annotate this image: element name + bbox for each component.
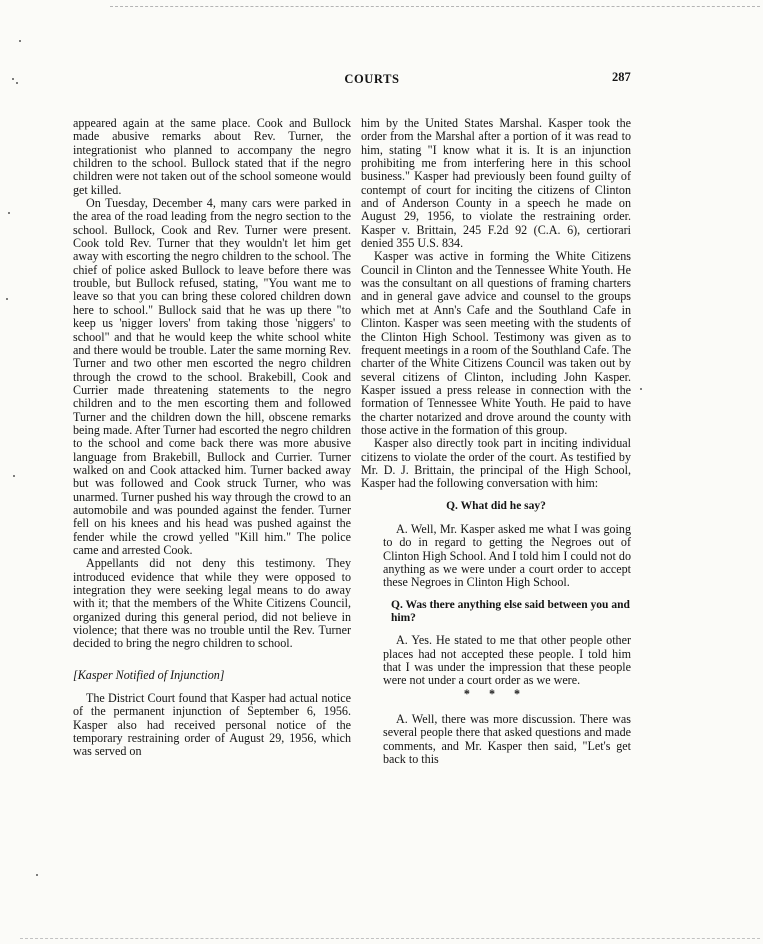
left-column <box>73 117 351 759</box>
scan-speck <box>640 388 642 390</box>
paragraph: Kasper was active in forming the White Citizens Council in Clinton and the Tennessee White Youth. He was the consultant on all questions of framing charters and in general gave advice and counsel to the groups which met at Ann's Cafe and the Southland Cafe in Clinton. Kasper was seen meeting with the students of the Clinton High School. Testimony was given as to frequent meetings in a room of the Southland Cafe. The charter of the White Citizens Council was taken out by several citizens of Clinton, including John Kasper. Kasper issued a press release in connection with the formation of Tennessee White Youth. He paid to have the charter notarized and drove around the county with those active in the formation of this group. <box>361 249 631 437</box>
section-subheading: [Kasper Notified of Injunction] <box>73 667 225 682</box>
paragraph: appeared again at the same place. Cook and Bullock made abusive remarks about Rev. Turner, the integrationist who planned to accompany the negro children to the school. Bullock stated that if the negro children were not taken out of the school someone would get killed. <box>73 116 351 197</box>
scan-speck <box>16 82 18 84</box>
question: Q. What did he say? <box>446 499 546 512</box>
ellipsis-stars: * * * <box>463 686 529 701</box>
scan-speck <box>8 212 10 214</box>
paragraph: Kasper also directly took part in inciting individual citizens to violate the order of the court. As testified by Mr. D. J. Brittain, the principal of the High School, Kasper had the following conversation with him: <box>361 436 631 491</box>
paragraph: him by the United States Marshal. Kasper took the order from the Marshal after a portion of it was read to him, stating "I know what it is. It is an injunction prohibiting me from interfering here in this school business." Kasper had previously been found guilty of contempt of court for inciting the citizens of Clinton and of Anderson County in a speech he made on August 29, 1956, to violate the restraining order. Kasper v. Brittain, 245 F.2d 92 (C.A. 6), certiorari denied 355 U.S. 834. <box>361 116 631 251</box>
answer: A. Yes. He stated to me that other people other places had not accepted these people. I told him that I was under the impression that these people were not under a court order as we were. <box>383 633 631 688</box>
question: Q. Was there anything else said between you and him? <box>391 598 630 625</box>
right-column <box>361 117 631 766</box>
scan-speck <box>12 78 14 80</box>
paragraph: The District Court found that Kasper had actual notice of the permanent injunction of September 6, 1956. Kasper also had received personal notice of the temporary restraining order of August 29, 1956, which was served on <box>73 691 351 759</box>
answer: A. Well, there was more discussion. There was several people there that asked questions and made comments, and Mr. Kasper then said, "Let's get back to this <box>383 712 631 767</box>
scan-speck <box>6 298 8 300</box>
scan-speck <box>19 40 21 42</box>
answer: A. Well, Mr. Kasper asked me what I was going to do in regard to getting the Negroes out of Clinton High School. And I told him I could not do anything as we were under a court order to accept these Negroes in Clinton High School. <box>383 521 631 590</box>
page-number: 287 <box>612 70 631 84</box>
top-scan-edge <box>110 6 760 7</box>
bottom-scan-edge <box>20 938 760 939</box>
scan-speck <box>36 874 38 876</box>
scan-speck <box>13 475 15 477</box>
paragraph: On Tuesday, December 4, many cars were parked in the area of the road leading from the negro section to the school. Bullock, Cook and Rev. Turner were present. Cook told Rev. Turner that they wouldn't let him get away with escorting the negro children to the school. The chief of police asked Bullock to leave before there was trouble, but Bullock refused, stating, "You want me to leave so that you can bring these colored children down here to school." Bullock said that he was up there "to keep us 'nigger lovers' from taking those 'niggers' to school" and that he would keep the white school white and there would be trouble. Later the same morning Rev. Turner and two other men escorted the negro children through the crowd to the school. Brakebill, Cook and Currier made threatening statements to the negro children and to the men escorting them and followed Turner and the children down the hill, obscene remarks being made. After Turner had escorted the negro children to the school and come back there was more abusive language from Brakebill, Bullock and Currier. Turner walked on and Cook attacked him. Turner backed away but was followed and Cook struck Turner, who was unarmed. Turner pushed his way through the crowd to an automobile and was pounded against the fender. Turner fell on his knees and his head was pushed against the fender while the crowd yelled "Kill him." The police came and arrested Cook. <box>73 196 351 557</box>
running-title: COURTS <box>344 72 400 86</box>
paragraph: Appellants did not deny this testimony. They introduced evidence that while they were opposed to integration they were seeking legal means to do away with it; that the members of the White Citizens Council, organized during this general period, did not believe in violence; that there was no trouble until the Rev. Turner decided to bring the negro children to school. <box>73 556 351 651</box>
